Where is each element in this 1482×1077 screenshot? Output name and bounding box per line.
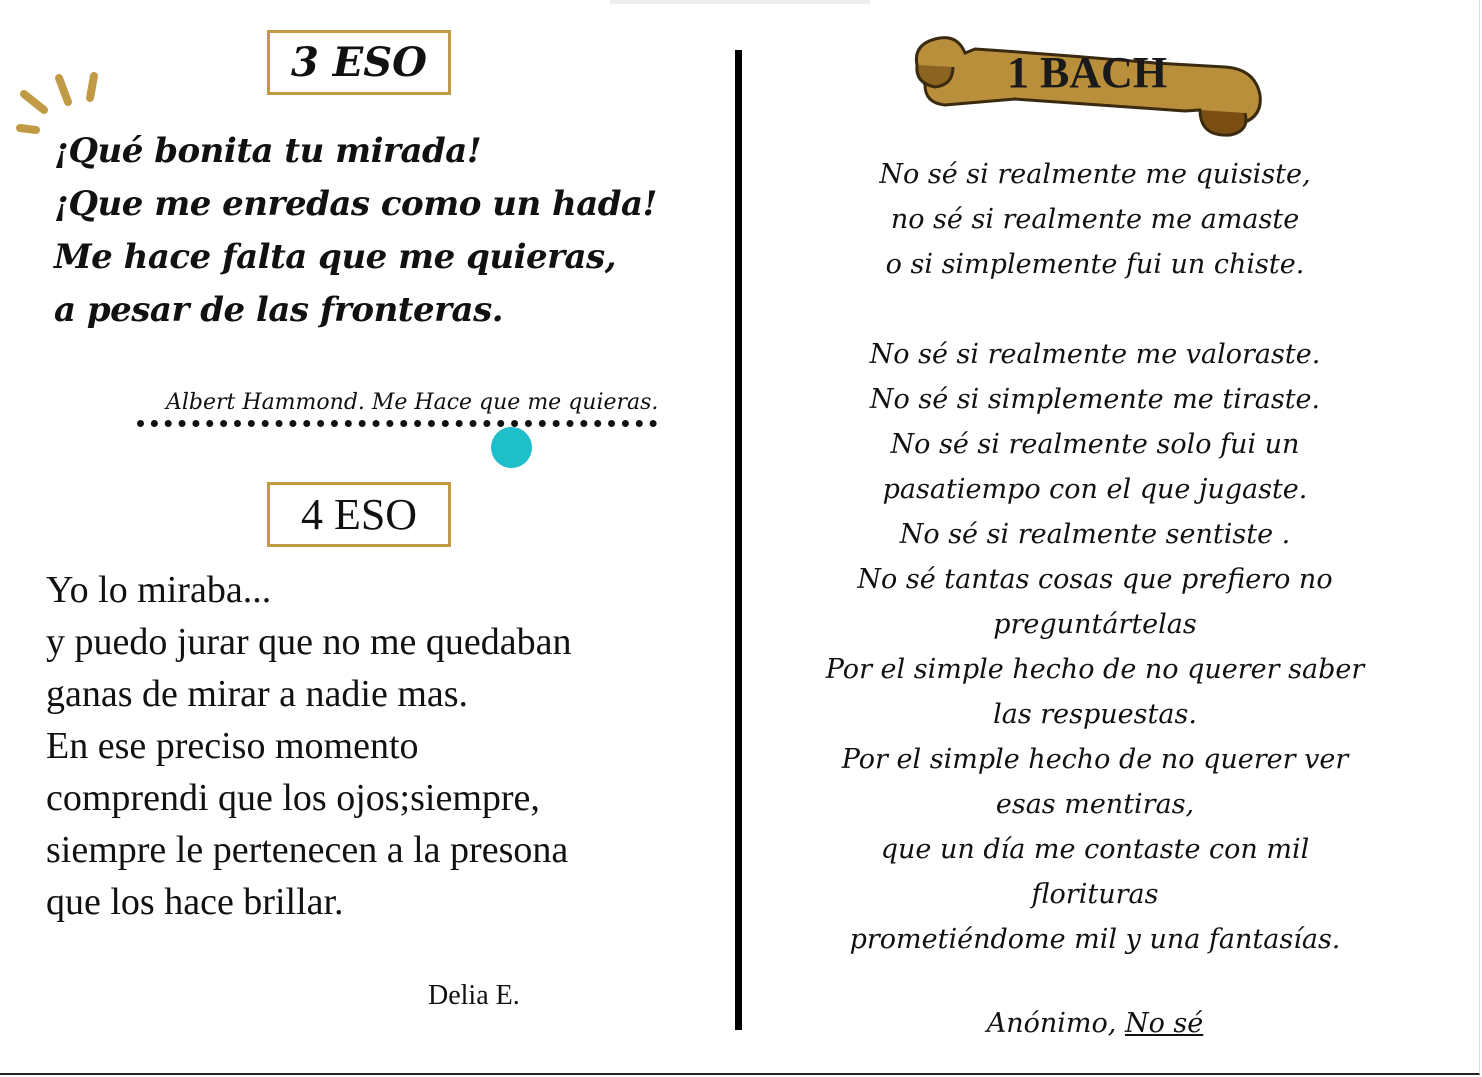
poem-line: pasatiempo con el que jugaste.: [882, 474, 1308, 505]
poem-line: las respuestas.: [993, 699, 1197, 730]
poem-1bach: [800, 152, 1390, 962]
poem-line: siempre le pertenecen a la presona: [46, 829, 569, 871]
poem-author-1bach: [800, 1008, 1390, 1039]
poem-line: Por el simple hecho de no querer ver: [841, 744, 1349, 775]
poem-line: florituras: [1031, 879, 1159, 910]
poem-line: En ese preciso momento: [46, 725, 419, 767]
poem-line: No sé si realmente me valoraste.: [869, 339, 1321, 370]
poem-line: No sé si realmente sentiste .: [899, 519, 1291, 550]
teal-dot-decoration: [491, 427, 532, 468]
poem-line: Por el simple hecho de no querer saber: [825, 654, 1365, 685]
poem-author-4eso: Delia E.: [428, 980, 520, 1011]
section-label-4eso: 4 ESO: [267, 482, 451, 547]
poem-line: ¡Que me enredas como un hada!: [54, 184, 657, 224]
poem-line: que los hace brillar.: [46, 881, 344, 923]
banner-label: 1 BACH: [1006, 48, 1168, 97]
poem-4eso: [46, 564, 686, 928]
poem-line: preguntártelas: [993, 609, 1197, 640]
poem-line: y puedo jurar que no me quedaban: [46, 621, 572, 663]
author-title: No sé: [1124, 1008, 1204, 1039]
section-label-3eso: 3 ESO: [267, 30, 451, 95]
poem-line: [800, 287, 1390, 332]
poem-line: a pesar de las fronteras.: [54, 290, 504, 330]
poem-line: prometiéndome mil y una fantasías.: [849, 924, 1341, 955]
poem-line: No sé si realmente me quisiste,: [879, 159, 1311, 190]
poem-line: ¡Qué bonita tu mirada!: [54, 131, 482, 171]
poem-line: Yo lo miraba...: [46, 569, 272, 611]
poem-line: no sé si realmente me amaste: [890, 204, 1300, 235]
poem-3eso: [54, 125, 657, 337]
author-name: Anónimo,: [986, 1008, 1125, 1039]
top-edge-strip: [610, 0, 870, 4]
poem-line: comprendi que los ojos;siempre,: [46, 777, 540, 819]
poem-line: Me hace falta que me quieras,: [54, 237, 617, 277]
dotted-divider: [137, 420, 657, 427]
scroll-banner-icon: [905, 25, 1270, 140]
poem-line: o si simplemente fui un chiste.: [885, 249, 1305, 280]
poem-line: No sé tantas cosas que prefiero no: [857, 564, 1333, 595]
poem-line: ganas de mirar a nadie mas.: [46, 673, 469, 715]
poem-line: esas mentiras,: [995, 789, 1195, 820]
poem-credit-3eso: Albert Hammond. Me Hace que me quieras.: [166, 390, 659, 415]
poem-line: que un día me contaste con mil: [880, 834, 1310, 865]
poem-line: No sé si realmente solo fui un: [890, 429, 1300, 460]
poem-line: No sé si simplemente me tiraste.: [869, 384, 1321, 415]
column-divider: [735, 50, 742, 1030]
